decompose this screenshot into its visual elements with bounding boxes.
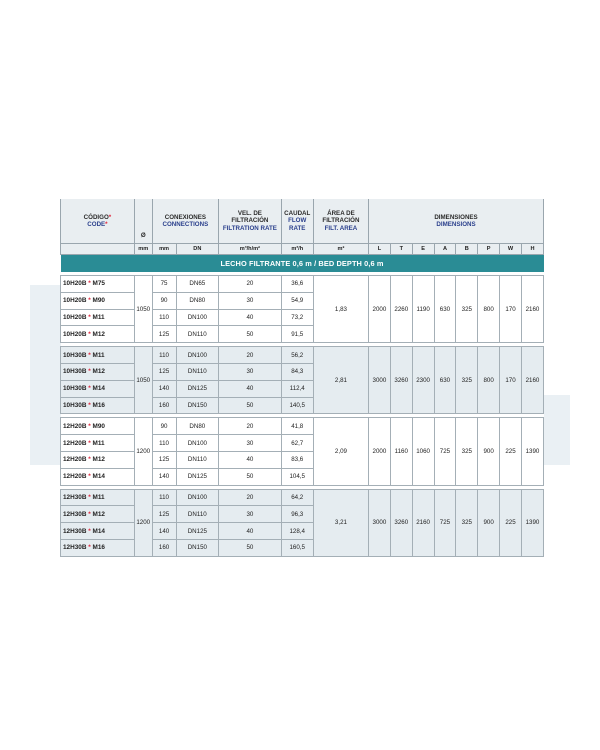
table-row (61, 489, 544, 506)
conn-dn-cell: DN110 (176, 363, 219, 380)
product-code (61, 380, 135, 397)
flow-rate-cell: 56,2 (281, 347, 313, 364)
conn-dn-cell: DN110 (176, 506, 219, 523)
unit-diameter: mm (134, 244, 152, 255)
code-suffix: M90 (92, 422, 105, 430)
conn-mm-cell: 90 (152, 292, 176, 309)
filtration-rate-cell: 40 (219, 451, 281, 468)
code-prefix: 10H30B (63, 368, 87, 376)
conn-dn-cell: DN125 (176, 523, 219, 540)
header-dimensions: DIMENSIONES DIMENSIONS (369, 199, 544, 244)
header-row (61, 199, 544, 244)
unit-dim-p: P (478, 244, 500, 255)
filtration-rate-cell: 30 (219, 435, 281, 452)
flow-rate-cell: 84,3 (281, 363, 313, 380)
product-code (61, 451, 135, 468)
filtration-rate-cell: 30 (219, 292, 281, 309)
conn-dn-cell: DN100 (176, 309, 219, 326)
conn-mm-cell: 125 (152, 506, 176, 523)
product-code (61, 468, 135, 485)
dim-e-cell: 1060 (412, 418, 434, 485)
flow-rate-cell: 64,2 (281, 489, 313, 506)
code-prefix: 10H30B (63, 385, 87, 393)
filtration-rate-cell: 50 (219, 539, 281, 556)
code-asterisk: * (88, 473, 91, 481)
filtration-rate-cell: 50 (219, 468, 281, 485)
code-prefix: 12H30B (63, 493, 87, 501)
filtration-area-cell: 3,21 (313, 489, 368, 556)
dim-h-cell: 1390 (521, 489, 543, 556)
dim-e-cell: 2300 (412, 347, 434, 414)
flow-rate-cell: 140,5 (281, 397, 313, 414)
dim-e-cell: 1190 (412, 276, 434, 343)
product-code (61, 539, 135, 556)
dim-w-cell: 170 (500, 276, 522, 343)
unit-dim-a: A (434, 244, 456, 255)
bed-depth-label: LECHO FILTRANTE 0,6 m / BED DEPTH 0,6 m (61, 255, 544, 273)
conn-dn-cell: DN125 (176, 380, 219, 397)
unit-dim-b: B (456, 244, 478, 255)
diameter-cell: 1200 (134, 418, 152, 485)
dim-a-cell: 725 (434, 489, 456, 556)
filtration-rate-cell: 20 (219, 418, 281, 435)
code-prefix: 10H20B (63, 313, 87, 321)
code-asterisk: * (88, 527, 91, 535)
code-prefix: 10H20B (63, 280, 87, 288)
conn-mm-cell: 110 (152, 489, 176, 506)
dim-p-cell: 900 (478, 418, 500, 485)
conn-mm-cell: 140 (152, 468, 176, 485)
code-suffix: M11 (92, 439, 105, 447)
dim-b-cell: 325 (456, 489, 478, 556)
conn-mm-cell: 110 (152, 309, 176, 326)
code-suffix: M11 (92, 493, 105, 501)
code-asterisk: * (88, 493, 91, 501)
unit-code (61, 244, 135, 255)
conn-dn-cell: DN110 (176, 326, 219, 343)
code-asterisk: * (88, 456, 91, 464)
conn-mm-cell: 125 (152, 326, 176, 343)
flow-rate-cell: 112,4 (281, 380, 313, 397)
dim-w-cell: 170 (500, 347, 522, 414)
unit-dim-h: H (521, 244, 543, 255)
conn-dn-cell: DN125 (176, 468, 219, 485)
conn-dn-cell: DN150 (176, 539, 219, 556)
dim-l-cell: 2000 (369, 418, 391, 485)
conn-mm-cell: 125 (152, 451, 176, 468)
conn-mm-cell: 140 (152, 380, 176, 397)
flow-rate-cell: 96,3 (281, 506, 313, 523)
code-suffix: M14 (92, 527, 105, 535)
code-prefix: 12H20B (63, 439, 87, 447)
bed-depth-band (61, 255, 544, 273)
unit-dim-t: T (390, 244, 412, 255)
filtration-rate-cell: 40 (219, 380, 281, 397)
flow-rate-cell: 104,5 (281, 468, 313, 485)
code-suffix: M11 (92, 351, 105, 359)
code-prefix: 12H20B (63, 456, 87, 464)
product-code (61, 276, 135, 293)
conn-dn-cell: DN150 (176, 397, 219, 414)
code-suffix: M90 (92, 297, 105, 305)
conn-dn-cell: DN100 (176, 489, 219, 506)
product-table (60, 199, 544, 557)
dim-h-cell: 2160 (521, 276, 543, 343)
dim-w-cell: 225 (500, 418, 522, 485)
code-prefix: 12H20B (63, 422, 87, 430)
code-suffix: M14 (92, 473, 105, 481)
code-prefix: 12H30B (63, 544, 87, 552)
code-prefix: 12H30B (63, 510, 87, 518)
code-asterisk: * (88, 401, 91, 409)
flow-rate-cell: 73,2 (281, 309, 313, 326)
conn-mm-cell: 140 (152, 523, 176, 540)
conn-mm-cell: 160 (152, 539, 176, 556)
conn-dn-cell: DN80 (176, 292, 219, 309)
code-suffix: M12 (92, 330, 105, 338)
diameter-cell: 1050 (134, 276, 152, 343)
conn-dn-cell: DN100 (176, 435, 219, 452)
product-code (61, 489, 135, 506)
header-code: CÓDIGO* CODE* (61, 199, 135, 244)
dim-l-cell: 3000 (369, 347, 391, 414)
unit-dim-e: E (412, 244, 434, 255)
flow-rate-cell: 36,6 (281, 276, 313, 293)
flow-rate-cell: 62,7 (281, 435, 313, 452)
dim-b-cell: 325 (456, 418, 478, 485)
header-filtration-area: ÁREA DE FILTRACIÓN FILT. AREA (313, 199, 368, 244)
code-prefix: 10H20B (63, 330, 87, 338)
conn-mm-cell: 90 (152, 418, 176, 435)
filtration-area-cell: 2,09 (313, 418, 368, 485)
filtration-rate-cell: 40 (219, 309, 281, 326)
dim-b-cell: 325 (456, 276, 478, 343)
code-prefix: 10H20B (63, 297, 87, 305)
code-suffix: M11 (92, 313, 105, 321)
code-suffix: M12 (92, 456, 105, 464)
dim-t-cell: 3260 (390, 347, 412, 414)
code-asterisk: * (88, 313, 91, 321)
flow-rate-cell: 128,4 (281, 523, 313, 540)
code-prefix: 10H30B (63, 401, 87, 409)
table-row (61, 347, 544, 364)
dim-h-cell: 2160 (521, 347, 543, 414)
code-asterisk: * (88, 385, 91, 393)
dim-w-cell: 225 (500, 489, 522, 556)
diameter-cell: 1050 (134, 347, 152, 414)
filtration-rate-cell: 50 (219, 397, 281, 414)
flow-rate-cell: 83,6 (281, 451, 313, 468)
conn-mm-cell: 125 (152, 363, 176, 380)
table-row (61, 276, 544, 293)
filtration-rate-cell: 30 (219, 506, 281, 523)
code-asterisk: * (88, 510, 91, 518)
dim-t-cell: 2260 (390, 276, 412, 343)
code-prefix: 10H30B (63, 351, 87, 359)
conn-dn-cell: DN110 (176, 451, 219, 468)
dim-l-cell: 2000 (369, 276, 391, 343)
dim-p-cell: 800 (478, 347, 500, 414)
flow-rate-cell: 160,5 (281, 539, 313, 556)
unit-caudal: m³/h (281, 244, 313, 255)
dim-p-cell: 800 (478, 276, 500, 343)
table-row (61, 418, 544, 435)
product-table-container (60, 199, 544, 557)
dim-h-cell: 1390 (521, 418, 543, 485)
dim-b-cell: 325 (456, 347, 478, 414)
code-prefix: 12H30B (63, 527, 87, 535)
header-flow-rate: CAUDAL FLOW RATE (281, 199, 313, 244)
code-asterisk: * (88, 351, 91, 359)
dim-e-cell: 2160 (412, 489, 434, 556)
filtration-rate-cell: 40 (219, 523, 281, 540)
filtration-rate-cell: 50 (219, 326, 281, 343)
flow-rate-cell: 91,5 (281, 326, 313, 343)
code-asterisk: * (88, 439, 91, 447)
code-asterisk: * (88, 544, 91, 552)
product-code (61, 347, 135, 364)
conn-dn-cell: DN65 (176, 276, 219, 293)
dim-a-cell: 630 (434, 276, 456, 343)
conn-mm-cell: 75 (152, 276, 176, 293)
filtration-rate-cell: 20 (219, 489, 281, 506)
header-diameter: Ø (134, 199, 152, 244)
product-code (61, 435, 135, 452)
conn-mm-cell: 110 (152, 435, 176, 452)
conn-dn-cell: DN80 (176, 418, 219, 435)
conn-mm-cell: 160 (152, 397, 176, 414)
unit-area: m² (313, 244, 368, 255)
conn-dn-cell: DN100 (176, 347, 219, 364)
filtration-rate-cell: 20 (219, 276, 281, 293)
dim-t-cell: 3260 (390, 489, 412, 556)
code-suffix: M75 (92, 280, 105, 288)
code-suffix: M16 (92, 401, 105, 409)
unit-vel: m³/h/m² (219, 244, 281, 255)
code-asterisk: * (88, 330, 91, 338)
dim-t-cell: 1160 (390, 418, 412, 485)
code-asterisk: * (88, 297, 91, 305)
code-asterisk: * (88, 422, 91, 430)
header-connections: CONEXIONES CONNECTIONS (152, 199, 219, 244)
diameter-cell: 1200 (134, 489, 152, 556)
units-row (61, 244, 544, 255)
unit-dim-l: L (369, 244, 391, 255)
product-code (61, 397, 135, 414)
code-suffix: M16 (92, 544, 105, 552)
header-filtration-rate: VEL. DE FILTRACIÓN FILTRATION RATE (219, 199, 281, 244)
filtration-rate-cell: 30 (219, 363, 281, 380)
unit-conn-dn: DN (176, 244, 219, 255)
conn-mm-cell: 110 (152, 347, 176, 364)
filtration-area-cell: 1,83 (313, 276, 368, 343)
product-code (61, 523, 135, 540)
product-code (61, 292, 135, 309)
product-code (61, 363, 135, 380)
dim-p-cell: 900 (478, 489, 500, 556)
code-suffix: M12 (92, 510, 105, 518)
unit-dim-w: W (500, 244, 522, 255)
flow-rate-cell: 54,9 (281, 292, 313, 309)
product-code (61, 309, 135, 326)
filtration-rate-cell: 20 (219, 347, 281, 364)
unit-conn-mm: mm (152, 244, 176, 255)
code-prefix: 12H20B (63, 473, 87, 481)
code-asterisk: * (88, 368, 91, 376)
code-suffix: M14 (92, 385, 105, 393)
product-code (61, 506, 135, 523)
product-code (61, 326, 135, 343)
code-suffix: M12 (92, 368, 105, 376)
flow-rate-cell: 41,8 (281, 418, 313, 435)
filtration-area-cell: 2,81 (313, 347, 368, 414)
dim-l-cell: 3000 (369, 489, 391, 556)
product-code (61, 418, 135, 435)
dim-a-cell: 630 (434, 347, 456, 414)
dim-a-cell: 725 (434, 418, 456, 485)
code-asterisk: * (88, 280, 91, 288)
